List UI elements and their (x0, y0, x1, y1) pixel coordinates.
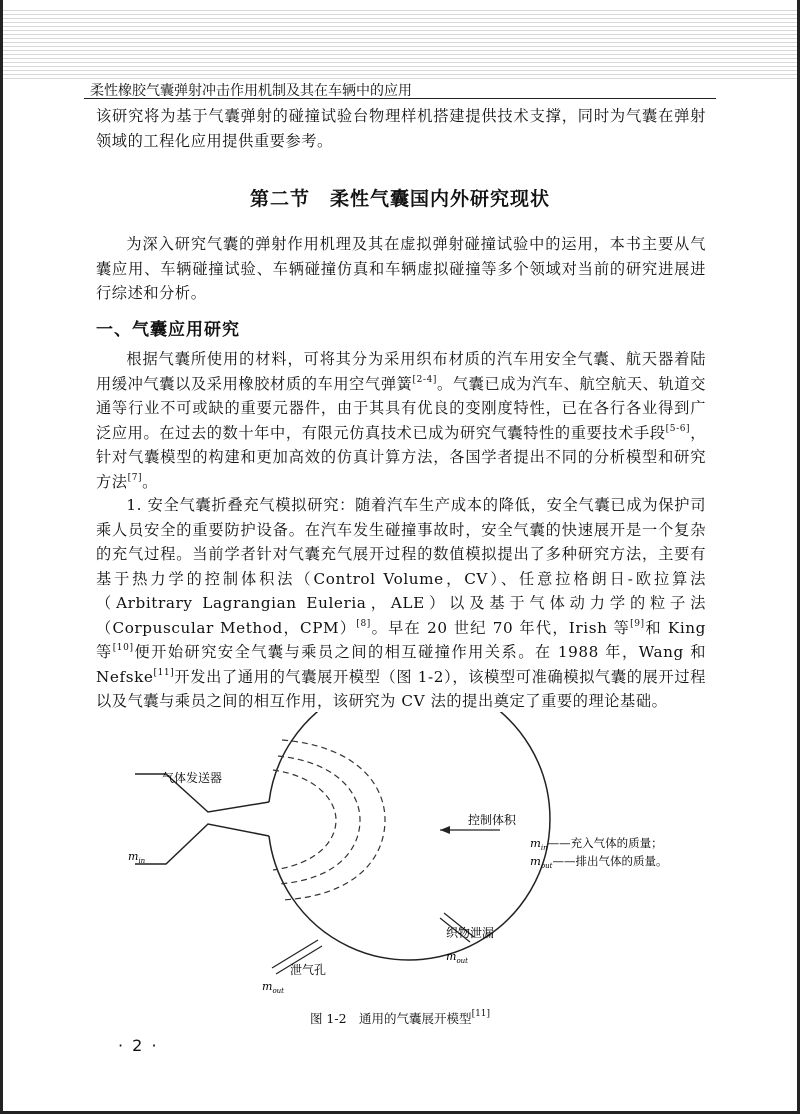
label-gas-generator: 气体发送器 (162, 771, 223, 785)
legend-m-in: $m_{in}——$充入气体的质量； (530, 836, 663, 852)
deployment-stage-3 (282, 740, 385, 900)
p2-text-b: 。早在 20 世纪 70 年代，Irish 等 (370, 618, 631, 637)
citation: [2-4] (412, 374, 437, 385)
p1-text-b: 。气囊已成为汽车、航空航天、轨道交通等行业不可或缺的重要元器件，由于其具有优良的变刚度特性，已在各行各业得到广泛应用。在过去的数十年中，有限元仿真技术已成为研究气囊特性的重要技术手段 (96, 374, 707, 442)
section-text: 为深入研究气囊的弹射作用机理及其在虚拟弹射碰撞试验中的运用，本书主要从气囊应用、车辆碰撞试验、车辆碰撞仿真和车辆虚拟碰撞等多个领域对当前的研究进展进行综述和分析。 (96, 235, 706, 302)
p1-text-c: ，针对气囊模型的构建和更加高效的仿真计算方法，各国学者提出不同的分析模型和研究方法 (96, 423, 706, 491)
gas-generator-outlet (135, 824, 269, 864)
label-m-out-vent: $m_{out}$ (262, 980, 284, 995)
airbag-simulation-paragraph (96, 493, 706, 714)
citation: [5-6] (665, 423, 691, 434)
citation: [9] (630, 618, 645, 629)
airbag-deployment-figure (90, 712, 710, 1007)
citation: [7] (127, 472, 143, 483)
caption-text: 图 1-2 通用的气囊展开模型 (309, 1011, 472, 1026)
control-volume-arrowhead (440, 826, 450, 834)
intro-paragraph (96, 104, 706, 153)
section-paragraph (96, 232, 706, 306)
label-vent: 泄气孔 (290, 963, 327, 977)
airbag-application-paragraph (96, 347, 706, 494)
label-m-out-fabric: $m_{out}$ (446, 950, 468, 965)
p1-text-d: 。 (142, 472, 158, 491)
intro-text: 该研究将为基于气囊弹射的碰撞试验台物理样机搭建提供技术支撑，同时为气囊在弹射领域的工程化应用提供重要参考。 (96, 107, 706, 150)
citation: [10] (112, 643, 134, 653)
label-control-volume: 控制体积 (468, 813, 517, 827)
subsection-title: 一、气囊应用研究 (96, 320, 240, 340)
page-border-left (0, 0, 3, 1114)
deployment-stage-1 (273, 770, 336, 870)
airbag-outline (269, 712, 550, 960)
label-fabric-leak: 织物泄漏 (446, 926, 495, 940)
figure-caption (0, 1009, 800, 1027)
running-header: 柔性橡胶气囊弹射冲击作用机制及其在车辆中的应用 (90, 83, 412, 99)
header-band (0, 10, 800, 80)
citation: [8] (356, 618, 371, 629)
p2-text-e: 开发出了通用的气囊展开模型（图 1-2），该模型可准确模拟气囊的展开过程以及气囊与乘员之间的相互作用，该研究为 CV 法的提出奠定了重要的理论基础。 (96, 667, 706, 710)
section-title: 第二节 柔性气囊国内外研究现状 (249, 188, 550, 210)
citation: [11] (153, 667, 175, 678)
page-number: · 2 · (118, 1036, 159, 1055)
p1-text-a: 根据气囊所使用的材料，可将其分为采用织布材质的汽车用安全气囊、航天器着陆用缓冲气囊以及采用橡胶材质的车用空气弹簧 (96, 350, 706, 393)
header-rule (84, 98, 716, 99)
caption-citation: [11] (471, 1009, 491, 1019)
p2-text-c: 和 King 等 (96, 618, 707, 661)
p2-text-d: 便开始研究安全气囊与乘员之间的相互碰撞作用关系。在 1988 年，Wang 和 Nefske (96, 643, 706, 686)
label-m-in: $m_{in}$ (128, 850, 146, 865)
legend-m-out: $m_{out}——$排出气体的质量。 (530, 854, 668, 870)
p2-text-a: 1. 安全气囊折叠充气模拟研究：随着汽车生产成本的降低，安全气囊已成为保护司乘人员安全的重要防护设备。在汽车发生碰撞事故时，安全气囊的快速展开是一个复杂的充气过程。当前学者针对气囊充气展开过程的数值模拟提出了多种研究方法，主要有基于热力学的控制体积法（Control Volume，CV）、任意拉格朗日-欧拉算法（Arbitrary Lagrangian Euleria，ALE）以及基于气体动力学的粒子法（Corpuscular Method，CPM） (96, 496, 706, 637)
deployment-stage-2 (278, 756, 360, 884)
